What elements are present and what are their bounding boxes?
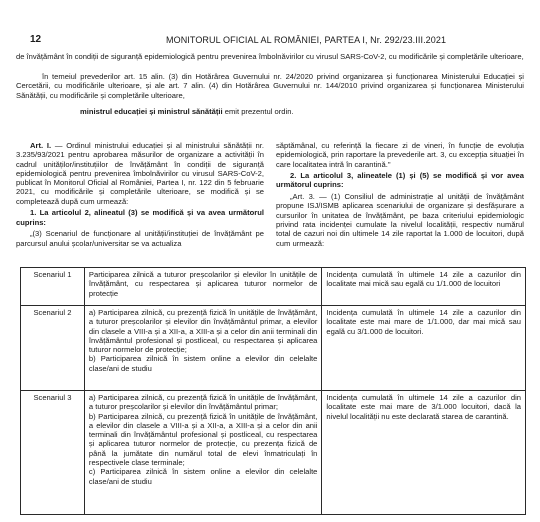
article-1 — [16, 141, 264, 206]
intro-paragraph-2: în temeiul prevederilor art. 15 alin. (3) din Hotărârea Guvernului nr. 24/2020 privind organizarea și funcționarea Ministerului Educației și Cercetării, cu modificările ulterioare, și ale art. 7 alin. (4) din Hotărârea Guvernului nr. 144/2010 privind organizarea și funcționarea Ministerului Sănătății, cu modificările și completările ulterioare, — [16, 72, 524, 100]
scenarios-table — [20, 267, 526, 515]
incidence-cell: Incidența cumulată în ultimele 14 zile a cazurilor din localitate este mai mare de 3/1.000 locuitori, dacă la nivelul localității nu este declarată starea de carantină. — [322, 391, 526, 515]
intro-paragraph-1: de învățământ în condiții de siguranță epidemiologică pentru prevenirea îmbolnăvirilor cu virusul SARS-CoV-2, cu modificările și completările ulterioare, — [16, 52, 524, 61]
participation-item: a) Participarea zilnică, cu prezență fizică în unitățile de învățământ, a tuturor preșcolarilor și elevilor din învățământul primar, a elevilor din clasele a VIII-a și a XII-a, a XIII-a și a celor din anii terminali din învățământul profesional și postliceal, cu respectarea și aplicarea tuturor normelor de protecție; — [88, 308, 318, 355]
scenario-cell: Scenariul 2 — [21, 306, 85, 391]
incidence-cell: Incidența cumulată în ultimele 14 zile a cazurilor din localitate mai mică sau egală cu 1/1.000 de locuitori — [322, 268, 526, 306]
issuers-line — [16, 107, 524, 116]
participation-item: Participarea zilnică a tuturor preșcolarilor și elevilor în unitățile de învățământ, cu respectarea și aplicarea tuturor normelor de protecție — [88, 270, 318, 298]
participation-item: b) Participarea zilnică, cu prezență fizică în unitățile de învățământ, a elevilor din clasele a VIII-a și a XII-a, a XIII-a și a celor din anii terminali din învățământul profesional și postliceal, cu respectarea și aplicarea tuturor normelor de protecție, cu prezența fizică de până la jumătate din numărul total de elevi înmatriculați în respectivele clase terminale; — [88, 411, 318, 468]
participation-cell — [84, 306, 321, 391]
participation-cell — [84, 391, 321, 515]
point-1-heading: 1. La articolul 2, alineatul (3) se modifică și va avea următorul cuprins: — [16, 208, 264, 227]
table-row — [21, 268, 526, 306]
page-number: 12 — [30, 34, 42, 45]
article-3-text: „Art. 3. — (1) Consiliul de administrație al unității de învățământ propune ISJ/ISMB aplicarea scenariului de organizare și desfășurare a cursurilor în unitatea de învățământ, pe baza criteriului epidemiologic privind rata incidenței cumulate la nivelul localității, respectiv numărul total de cazuri noi din ultimele 14 zile raportat la 1.000 de locuitori, după cum urmează: — [276, 192, 524, 248]
participation-item: b) Participarea zilnică în sistem online a elevilor din celelalte clase/ani de studiu — [88, 354, 318, 373]
right-column — [276, 141, 524, 250]
table-row — [21, 391, 526, 515]
article-1-text: — Ordinul ministrului educației și al ministrului sănătății nr. 3.235/93/2021 pentru aprobarea măsurilor de organizare a activității în cadrul unităților/instituțiilor de învățământ în condiții de siguranță epidemiologică pentru prevenirea îmbolnăvirilor cu virusul SARS-CoV-2, publicat în Monitorul Oficial al României, Partea I, nr. 122 din 5 februarie 2021, cu modificările și completările ulterioare, se modifică și se completează după cum urmează: — [16, 141, 264, 206]
participation-item: a) Participarea zilnică, cu prezență fizică în unitățile de învățământ, a tuturor preșcolarilor și elevilor din învățământul primar; — [88, 393, 318, 412]
issuers-rest: emit prezentul ordin. — [222, 107, 294, 116]
table-row — [21, 306, 526, 391]
scenario-cell: Scenariul 3 — [21, 391, 85, 515]
quote-continuation: săptămânal, cu referință la fiecare zi de vineri, în funcție de evoluția epidemiologică, prin raportare la prevederile art. 3, cu excepția situației în care localitatea intră în carantină." — [276, 141, 524, 169]
point-2-heading: 2. La articolul 3, alineatele (1) și (5) se modifică și vor avea următorul cuprins: — [276, 171, 524, 190]
issuers-bold: ministrul educației și ministrul sănătății — [80, 107, 223, 116]
article-1-label: Art. I. — [30, 141, 52, 150]
scenario-cell: Scenariul 1 — [21, 268, 85, 306]
participation-cell — [84, 268, 321, 306]
page-header — [26, 34, 526, 48]
participation-item: c) Participarea zilnică în sistem online a elevilor din celelalte clase/ani de studiu — [88, 467, 318, 486]
left-column — [16, 141, 264, 250]
point-1-quote: „(3) Scenariul de funcționare al unității/instituției de învățământ pe parcursul anului școlar/universitar se va actualiza — [16, 229, 264, 248]
incidence-cell: Incidența cumulată în ultimele 14 zile a cazurilor din localitate este mai mare de 1/1.000, dar mai mică sau egală cu 3/1.000 de locuitori. — [322, 306, 526, 391]
publication-title: MONITORUL OFICIAL AL ROMÂNIEI, PARTEA I, Nr. 292/23.III.2021 — [166, 35, 447, 45]
